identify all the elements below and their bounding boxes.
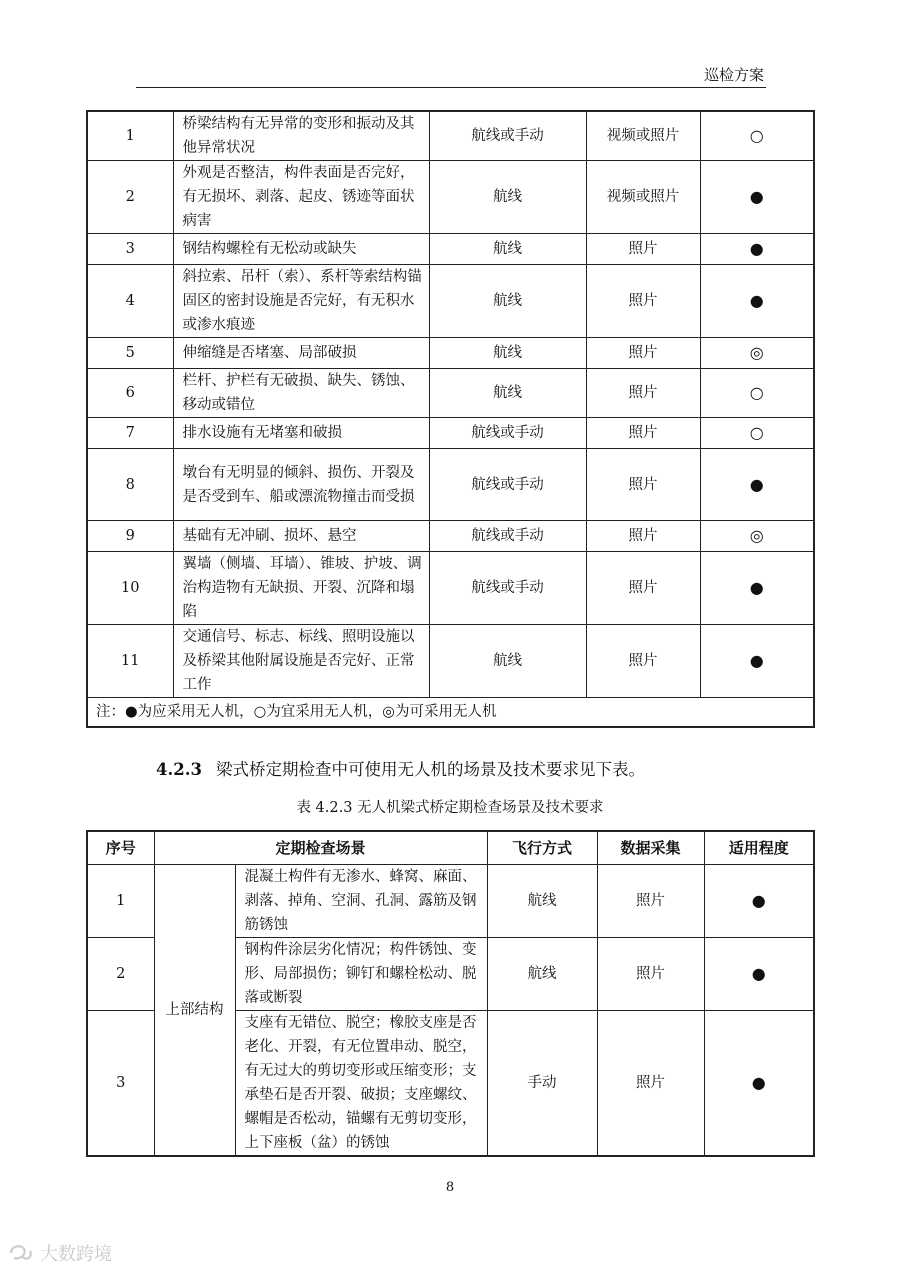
col-header-flight: 飞行方式 bbox=[487, 831, 597, 865]
data-collection: 照片 bbox=[586, 234, 700, 265]
col-header-data: 数据采集 bbox=[597, 831, 704, 865]
col-header-scene: 定期检查场景 bbox=[154, 831, 487, 865]
row-number: 2 bbox=[87, 938, 154, 1011]
applicability: ○ bbox=[700, 418, 814, 449]
inspection-item: 伸缩缝是否堵塞、局部破损 bbox=[173, 338, 429, 369]
flight-mode: 航线 bbox=[487, 865, 597, 938]
flight-mode: 航线或手动 bbox=[429, 111, 586, 161]
inspection-item: 外观是否整洁，构件表面是否完好，有无损坏、剥落、起皮、锈迹等面状病害 bbox=[173, 161, 429, 234]
table-row bbox=[87, 265, 814, 338]
inspection-item: 交通信号、标志、标线、照明设施以及桥梁其他附属设施是否完好、正常工作 bbox=[173, 625, 429, 698]
table-note: 注：●为应采用无人机，○为宜采用无人机，◎为可采用无人机 bbox=[87, 698, 814, 728]
data-collection: 照片 bbox=[586, 418, 700, 449]
watermark-logo-icon bbox=[8, 1242, 34, 1264]
col-header-level: 适用程度 bbox=[704, 831, 814, 865]
inspection-item: 排水设施有无堵塞和破损 bbox=[173, 418, 429, 449]
table-row bbox=[87, 161, 814, 234]
row-number: 10 bbox=[87, 552, 173, 625]
flight-mode: 航线 bbox=[429, 161, 586, 234]
inspection-item: 墩台有无明显的倾斜、损伤、开裂及是否受到车、船或漂流物撞击而受损 bbox=[173, 449, 429, 521]
row-number: 2 bbox=[87, 161, 173, 234]
row-number: 11 bbox=[87, 625, 173, 698]
row-number: 7 bbox=[87, 418, 173, 449]
applicability: ○ bbox=[700, 111, 814, 161]
data-collection: 照片 bbox=[586, 552, 700, 625]
table-row bbox=[87, 552, 814, 625]
data-collection: 照片 bbox=[597, 1011, 704, 1157]
data-collection: 照片 bbox=[586, 449, 700, 521]
flight-mode: 航线 bbox=[429, 369, 586, 418]
flight-mode: 航线或手动 bbox=[429, 418, 586, 449]
table-row bbox=[87, 111, 814, 161]
data-collection: 照片 bbox=[586, 521, 700, 552]
row-number: 3 bbox=[87, 1011, 154, 1157]
table-row bbox=[87, 338, 814, 369]
row-number: 6 bbox=[87, 369, 173, 418]
data-collection: 照片 bbox=[597, 865, 704, 938]
flight-mode: 手动 bbox=[487, 1011, 597, 1157]
table-row bbox=[87, 625, 814, 698]
flight-mode: 航线或手动 bbox=[429, 552, 586, 625]
row-number: 1 bbox=[87, 865, 154, 938]
data-collection: 视频或照片 bbox=[586, 111, 700, 161]
inspection-item: 斜拉索、吊杆（索）、系杆等索结构锚固区的密封设施是否完好，有无积水或渗水痕迹 bbox=[173, 265, 429, 338]
header-title: 巡检方案 bbox=[703, 66, 764, 84]
table-row bbox=[87, 865, 814, 938]
watermark bbox=[8, 1240, 112, 1266]
table-row bbox=[87, 449, 814, 521]
row-number: 3 bbox=[87, 234, 173, 265]
table-caption: 表 4.2.3 无人机梁式桥定期检查场景及技术要求 bbox=[296, 800, 604, 816]
applicability: ● bbox=[700, 161, 814, 234]
applicability: ◎ bbox=[700, 521, 814, 552]
row-number: 9 bbox=[87, 521, 173, 552]
row-number: 8 bbox=[87, 449, 173, 521]
inspection-item: 栏杆、护栏有无破损、缺失、锈蚀、移动或错位 bbox=[173, 369, 429, 418]
inspection-item: 桥梁结构有无异常的变形和振动及其他异常状况 bbox=[173, 111, 429, 161]
data-collection: 照片 bbox=[586, 338, 700, 369]
inspection-scene: 支座有无错位、脱空；橡胶支座是否老化、开裂，有无位置串动、脱空，有无过大的剪切变形或压缩变形；支承垫石是否开裂、破损；支座螺纹、螺帽是否松动，锚螺有无剪切变形，上下座板（盆）的锈蚀 bbox=[235, 1011, 487, 1157]
flight-mode: 航线 bbox=[429, 625, 586, 698]
section-number: 4.2.3 bbox=[156, 760, 202, 779]
header-rule bbox=[136, 87, 766, 88]
applicability: ○ bbox=[700, 369, 814, 418]
data-collection: 照片 bbox=[586, 625, 700, 698]
inspection-scene: 混凝土构件有无渗水、蜂窝、麻面、剥落、掉角、空洞、孔洞、露筋及钢筋锈蚀 bbox=[235, 865, 487, 938]
row-number: 5 bbox=[87, 338, 173, 369]
data-collection: 照片 bbox=[586, 369, 700, 418]
applicability: ● bbox=[704, 1011, 814, 1157]
inspection-item: 基础有无冲刷、损坏、悬空 bbox=[173, 521, 429, 552]
flight-mode: 航线 bbox=[487, 938, 597, 1011]
applicability: ● bbox=[700, 552, 814, 625]
applicability: ● bbox=[700, 625, 814, 698]
table-row bbox=[87, 521, 814, 552]
applicability: ◎ bbox=[700, 338, 814, 369]
periodic-inspection-table bbox=[86, 830, 815, 1157]
inspection-item: 翼墙（侧墙、耳墙）、锥坡、护坡、调治构造物有无缺损、开裂、沉降和塌陷 bbox=[173, 552, 429, 625]
col-header-no: 序号 bbox=[87, 831, 154, 865]
data-collection: 照片 bbox=[597, 938, 704, 1011]
table-row bbox=[87, 369, 814, 418]
applicability: ● bbox=[700, 449, 814, 521]
flight-mode: 航线或手动 bbox=[429, 449, 586, 521]
table-row bbox=[87, 418, 814, 449]
flight-mode: 航线 bbox=[429, 234, 586, 265]
row-number: 4 bbox=[87, 265, 173, 338]
section-paragraph bbox=[156, 756, 645, 780]
applicability: ● bbox=[700, 265, 814, 338]
flight-mode: 航线 bbox=[429, 338, 586, 369]
section-text: 梁式桥定期检查中可使用无人机的场景及技术要求见下表。 bbox=[215, 760, 645, 779]
applicability: ● bbox=[704, 865, 814, 938]
page-number: 8 bbox=[445, 1180, 455, 1195]
flight-mode: 航线 bbox=[429, 265, 586, 338]
data-collection: 视频或照片 bbox=[586, 161, 700, 234]
flight-mode: 航线或手动 bbox=[429, 521, 586, 552]
applicability: ● bbox=[700, 234, 814, 265]
watermark-text: 大数跨境 bbox=[40, 1244, 112, 1265]
table-row bbox=[87, 234, 814, 265]
inspection-item: 钢结构螺栓有无松动或缺失 bbox=[173, 234, 429, 265]
inspection-scene: 钢构件涂层劣化情况；构件锈蚀、变形、局部损伤；铆钉和螺栓松动、脱落或断裂 bbox=[235, 938, 487, 1011]
structure-group: 上部结构 bbox=[154, 865, 235, 1157]
inspection-table-continued bbox=[86, 110, 815, 728]
row-number: 1 bbox=[87, 111, 173, 161]
applicability: ● bbox=[704, 938, 814, 1011]
data-collection: 照片 bbox=[586, 265, 700, 338]
